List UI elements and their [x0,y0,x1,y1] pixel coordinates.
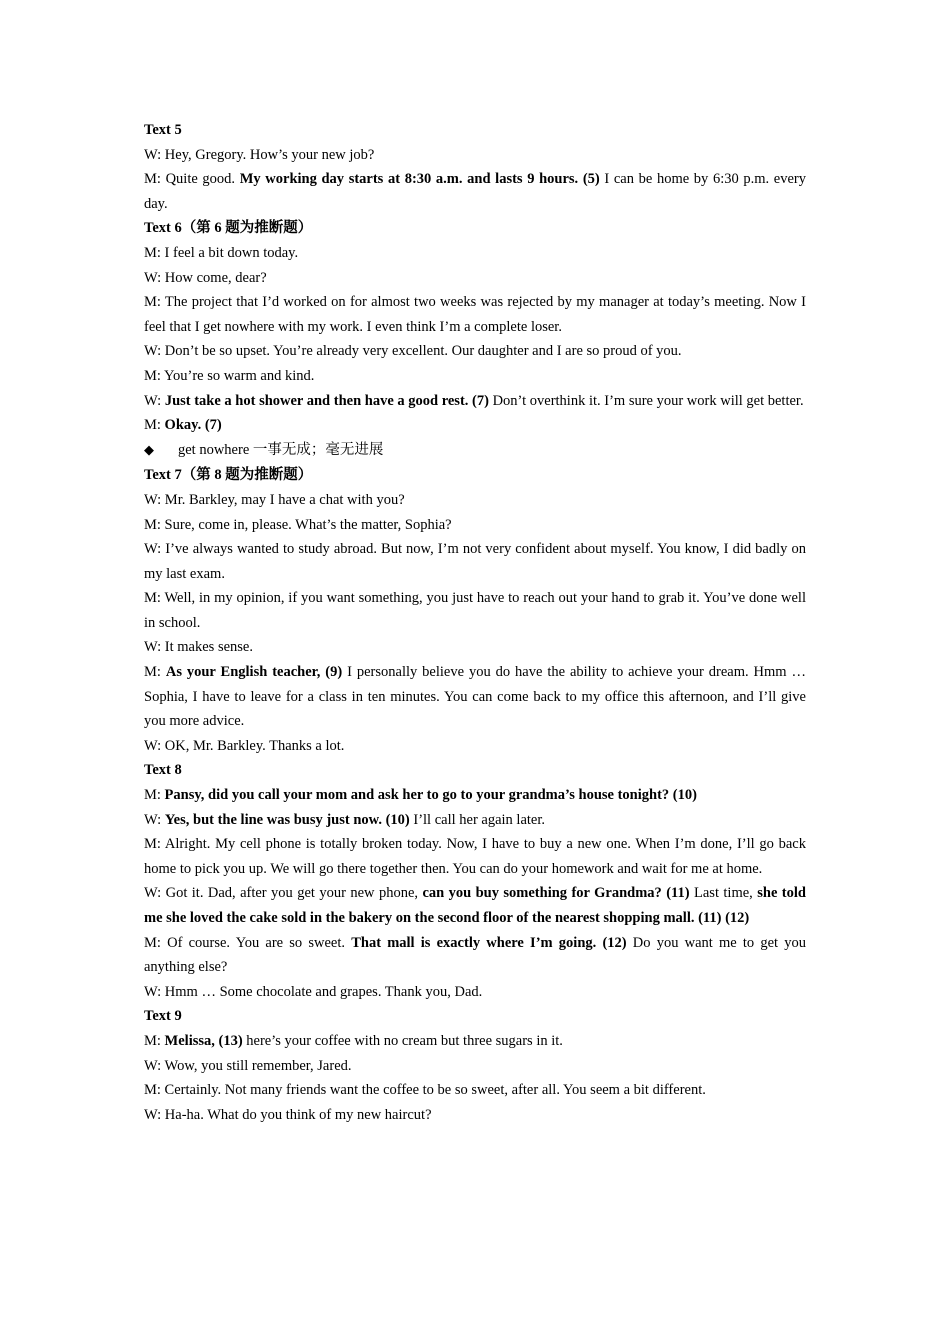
text-span: M: [144,787,165,804]
section-heading [144,758,806,783]
text-span: M: Quite good. [144,171,240,188]
text-span: I personally believe you do have the ability to achieve your dream. Hmm … Sophia, I have to leave for a class in ten minutes. You can come back to my office this afternoon, and I’ll give you more advice. [144,664,806,730]
text-span: M: Of course. You are so sweet. [144,934,352,951]
dialogue-line [144,931,806,980]
dialogue-line [144,1029,806,1054]
dialogue-line [144,808,806,833]
dialogue-line [144,734,806,759]
dialogue-line [144,241,806,266]
text-span: Last time, [689,885,758,902]
text-span: W: Don’t be so upset. You’re already very excellent. Our daughter and I are so proud of you. [144,343,682,360]
dialogue-line [144,660,806,734]
text-span: get nowhere 一事无成；毫无进展 [178,441,384,458]
text-span: W: Hey, Gregory. How’s your new job? [144,146,375,163]
text-span: W: Mr. Barkley, may I have a chat with you? [144,491,405,508]
dialogue-line [144,143,806,168]
text-span: M: You’re so warm and kind. [144,367,315,384]
text-span: W: [144,811,165,828]
vocab-note [144,438,806,464]
text-span: W: Ha-ha. What do you think of my new haircut? [144,1106,432,1123]
dialogue-line [144,635,806,660]
dialogue-line [144,783,806,808]
key-sentence: As your English teacher, (9) [165,664,343,681]
dialogue-line [144,413,806,438]
text-span: W: Wow, you still remember, Jared. [144,1057,352,1074]
key-sentence: Okay. (7) [164,417,222,434]
section-heading [144,1004,806,1029]
text-span: Do you want me to get you anything else? [144,934,807,976]
text-span: I’ll call her again later. [409,811,546,828]
dialogue-line [144,1103,806,1128]
text-span: M: [144,1032,165,1049]
text-span: Don’t overthink it. I’m sure your work will get better. [488,392,804,409]
text-span: M: The project that I’d worked on for almost two weeks was rejected by my manager at today’s meeting. Now I feel that I get nowhere with my work. I even think I’m a complete loser. [144,294,806,335]
text-span: M: [144,417,165,434]
dialogue-line [144,1054,806,1079]
key-sentence: My working day starts at 8:30 a.m. and lasts 9 hours. (5) [239,171,600,188]
section-heading [144,463,806,488]
dialogue-line [144,339,806,364]
key-sentence: Text 5 [144,122,182,138]
text-span: I can be home by 6:30 p.m. every day. [144,171,806,212]
dialogue-line [144,537,806,586]
text-span: M: Alright. My cell phone is totally broken today. Now, I have to buy a new one. When I’m done, I’ll go back home to pick you up. We will go there together then. You can do your homework and wait for me at home. [144,836,806,877]
key-sentence: she told me she loved the cake sold in the bakery on the second floor of the nearest shopping mall. (11) (12) [144,885,806,926]
text-span: W: Hmm … Some chocolate and grapes. Thank you, Dad. [144,983,483,1000]
text-span: M: I feel a bit down today. [144,244,299,261]
key-sentence: Text 7（第 8 题为推断题） [144,467,313,484]
text-span: M: Certainly. Not many friends want the coffee to be so sweet, after all. You seem a bit different. [144,1082,706,1099]
text-span: M: [144,664,166,681]
text-span: W: OK, Mr. Barkley. Thanks a lot. [144,737,345,754]
key-sentence: Pansy, did you call your mom and ask her to go to your grandma’s house tonight? (10) [164,787,697,804]
text-span: M: Sure, come in, please. What’s the matter, Sophia? [144,516,452,533]
key-sentence: Text 8 [144,762,182,779]
dialogue-line [144,266,806,291]
key-sentence: Just take a hot shower and then have a good rest. (7) [164,392,489,409]
dialogue-line [144,1078,806,1103]
key-sentence: Text 6（第 6 题为推断题） [144,220,313,237]
dialogue-line [144,980,806,1005]
key-sentence: That mall is exactly where I’m going. (12) [351,934,627,951]
text-span: here’s your coffee with no cream but three sugars in it. [242,1032,563,1049]
dialogue-line [144,586,806,635]
dialogue-line [144,832,806,881]
diamond-bullet-icon: ◆ [144,442,154,458]
text-span: M: Well, in my opinion, if you want something, you just have to reach out your hand to grab it. You’ve done well in school. [144,590,806,631]
key-sentence: Yes, but the line was busy just now. (10) [164,811,410,828]
key-sentence: Text 9 [144,1008,182,1025]
text-span: W: How come, dear? [144,269,267,286]
dialogue-line [144,290,806,339]
text-span: W: Got it. Dad, after you get your new phone, [144,885,423,902]
section-heading [144,118,806,143]
key-sentence: Melissa, (13) [164,1032,243,1049]
dialogue-line [144,513,806,538]
transcript-body [144,118,806,1127]
key-sentence: can you buy something for Grandma? (11) [422,885,690,902]
dialogue-line [144,881,806,930]
text-span: W: [144,392,165,409]
dialogue-line [144,167,806,216]
dialogue-line [144,389,806,414]
section-heading [144,216,806,241]
text-span: W: It makes sense. [144,639,253,656]
dialogue-line [144,364,806,389]
text-span: W: I’ve always wanted to study abroad. But now, I’m not very confident about myself. You know, I did badly on my last exam. [144,541,806,582]
dialogue-line [144,488,806,513]
